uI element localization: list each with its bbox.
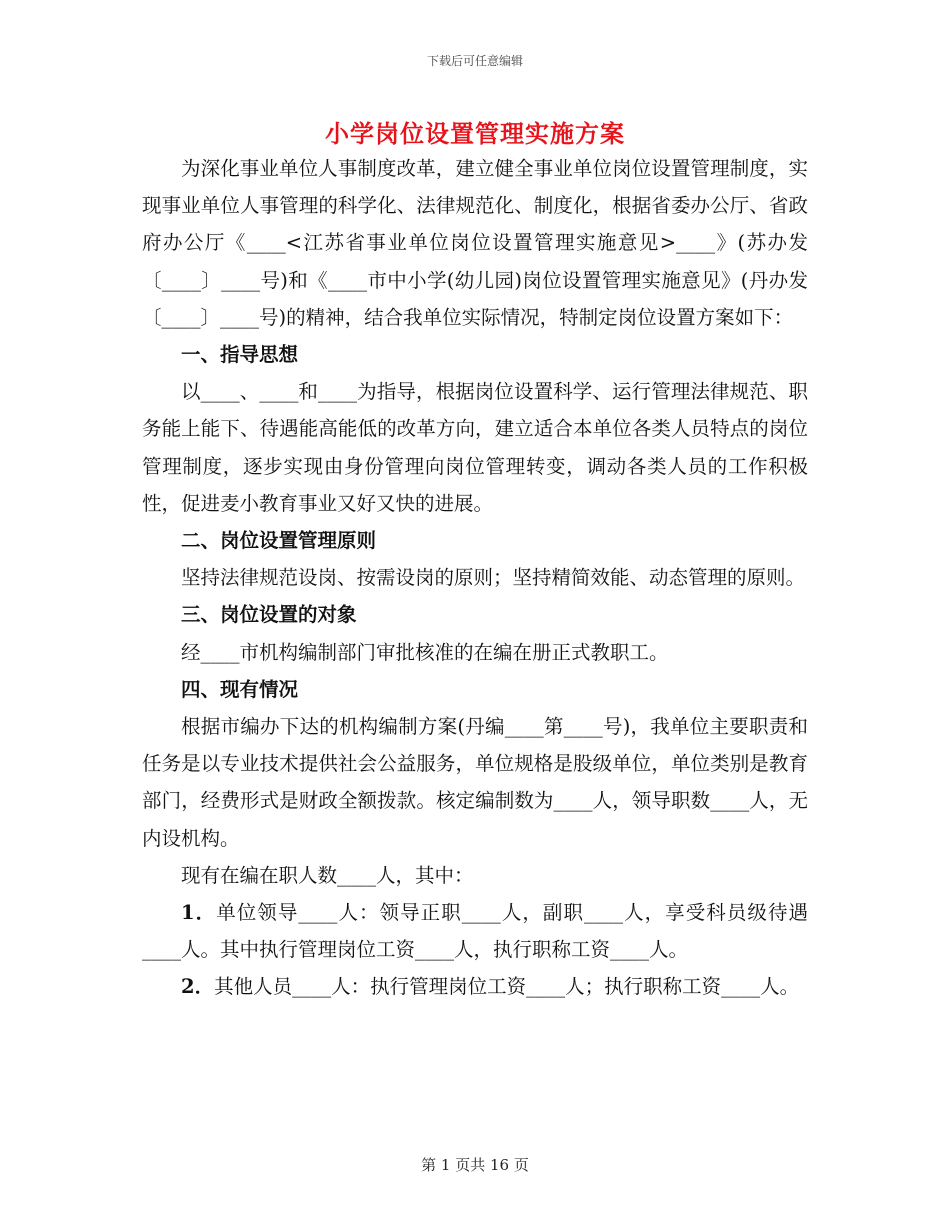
list-item-text: 其他人员____人：执行管理岗位工资____人；执行职称工资____人。: [214, 975, 800, 999]
header-note: 下载后可任意编辑: [426, 54, 523, 68]
list-item-number: 1．: [181, 901, 217, 925]
list-item: [142, 894, 808, 968]
document-title: 小学岗位设置管理实施方案: [325, 119, 625, 148]
section-paragraph: 根据市编办下达的机构编制方案(丹编____第____号)，我单位主要职责和任务是以专业技术提供社会公益服务，单位规格是股级单位，单位类别是教育部门，经费形式是财政全额拨款。核定编制数为____人，领导职数____人，无内设机构。: [142, 715, 808, 850]
section-heading-guiding-thought: 一、指导思想: [181, 343, 299, 367]
section-heading-targets: 三、岗位设置的对象: [181, 603, 357, 627]
section-paragraph: 现有在编在职人数____人，其中：: [181, 863, 474, 887]
section-paragraph: 经____市机构编制部门审批核准的在编在册正式教职工。: [181, 640, 669, 664]
section-paragraph: 坚持法律规范设岗、按需设岗的原则；坚持精简效能、动态管理的原则。: [181, 566, 806, 590]
list-item-text: 单位领导____人：领导正职____人，副职____人，享受科员级待遇____人。其中执行管理岗位工资____人，执行职称工资____人。: [142, 901, 808, 962]
intro-paragraph: 为深化事业单位人事制度改革，建立健全事业单位岗位设置管理制度，实现事业单位人事管理的科学化、法律规范化、制度化，根据省委办公厅、省政府办公厅《____<江苏省事业单位岗位设置管理实施意见>____》(苏办发〔____〕____号)和《____市中小学(幼儿园)岗位设置管理实施意见》(丹办发〔____〕____号)的精神，结合我单位实际情况，特制定岗位设置方案如下：: [142, 157, 808, 329]
section-heading-principles: 二、岗位设置管理原则: [181, 529, 377, 553]
page-number: 第 1 页共 16 页: [421, 1156, 529, 1174]
section-heading-current-situation: 四、现有情况: [181, 677, 299, 701]
list-item-number: 2．: [181, 975, 215, 999]
document-body: [142, 150, 808, 1006]
section-paragraph: 以____、____和____为指导，根据岗位设置科学、运行管理法律规范、职务能上能下、待遇能高能低的改革方向，建立适合本单位各类人员特点的岗位管理制度，逐步实现由身份管理向岗位管理转变，调动各类人员的工作积极性，促进麦小教育事业又好又快的进展。: [142, 380, 808, 515]
list-item: [142, 968, 808, 1005]
